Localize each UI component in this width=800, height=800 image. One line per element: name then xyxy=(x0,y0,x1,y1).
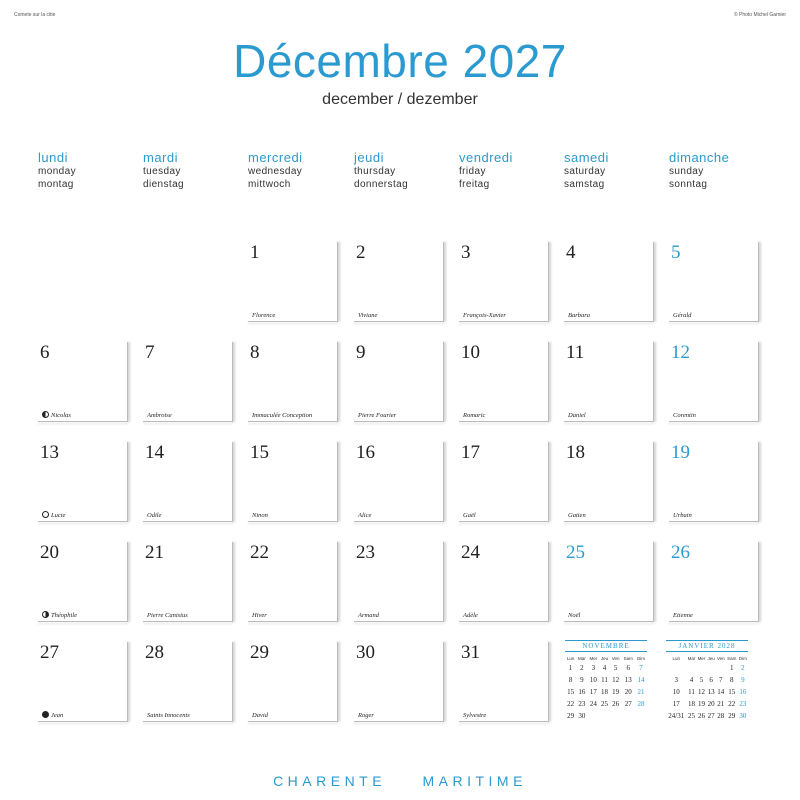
day-number: 10 xyxy=(461,342,480,363)
day-cell xyxy=(564,442,654,522)
mini-calendar-day: 19 xyxy=(697,700,705,708)
mini-calendar-weekday: Lun xyxy=(672,655,681,661)
saint-name xyxy=(358,512,371,519)
weekday-fr: mardi xyxy=(143,150,179,165)
mini-calendar-day: 2 xyxy=(580,664,584,672)
weekday-3 xyxy=(354,150,454,191)
weekday-en: wednesday xyxy=(248,166,303,177)
mini-calendar-weekday: Mer xyxy=(589,655,598,661)
saint-label: Romaric xyxy=(463,412,486,419)
saint-label: Gaël xyxy=(463,512,476,519)
day-number: 29 xyxy=(250,642,269,663)
mini-calendar-day: 30 xyxy=(578,712,586,720)
mini-calendar-day: 20 xyxy=(624,688,632,696)
weekday-de: montag xyxy=(38,179,74,190)
mini-calendar-day xyxy=(687,662,697,674)
mini-calendar-weekday: Ven xyxy=(611,655,620,661)
mini-calendar-day: 20 xyxy=(707,700,715,708)
saint-label: Florence xyxy=(252,312,276,319)
mini-calendar-day: 4 xyxy=(602,664,607,672)
saint-name xyxy=(252,412,312,419)
footer-word-1: CHARENTE xyxy=(273,773,387,789)
mini-calendar-day: 30 xyxy=(739,712,747,720)
saint-name xyxy=(673,612,693,619)
mini-calendar-day xyxy=(696,662,706,674)
weekday-de: donnerstag xyxy=(354,179,409,190)
day-number: 13 xyxy=(40,442,59,463)
day-number: 17 xyxy=(461,442,480,463)
day-number: 23 xyxy=(356,542,375,563)
footer-word-2: MARITIME xyxy=(422,773,527,789)
day-number: 19 xyxy=(671,442,690,463)
weekday-fr: lundi xyxy=(38,150,68,165)
mini-calendar-day: 1 xyxy=(729,664,734,672)
day-cell xyxy=(564,342,654,422)
mini-calendar-day: 2 xyxy=(741,664,745,672)
mini-calendar-day: 5 xyxy=(613,664,618,672)
saint-name xyxy=(147,612,188,619)
day-cell xyxy=(248,242,338,322)
saint-name xyxy=(358,712,374,719)
mini-calendar-day: 3 xyxy=(674,676,678,684)
saint-label: Nicolas xyxy=(51,411,71,419)
day-cell xyxy=(459,642,549,722)
moon-full-icon xyxy=(42,511,49,518)
weekday-0 xyxy=(38,150,138,191)
day-cell xyxy=(354,442,444,522)
mini-calendar xyxy=(565,640,647,722)
saint-name xyxy=(358,612,379,619)
mini-calendar-day xyxy=(610,710,622,722)
mini-calendar-weekday: Lun xyxy=(566,655,575,661)
day-cell xyxy=(459,542,549,622)
mini-calendar-day: 9 xyxy=(580,676,584,684)
mini-calendar-day: 15 xyxy=(728,688,736,696)
month-title: Décembre 2027 xyxy=(233,35,567,87)
day-number: 16 xyxy=(356,442,375,463)
day-cell xyxy=(143,642,233,722)
saint-name xyxy=(568,612,580,619)
weekday-fr: dimanche xyxy=(669,150,730,165)
mini-calendar-day: 11 xyxy=(601,676,608,684)
saint-name xyxy=(252,612,267,619)
weekday-de: freitag xyxy=(459,179,490,190)
weekday-6 xyxy=(669,150,769,191)
mini-calendar-day: 25 xyxy=(600,700,608,708)
weekday-de: samstag xyxy=(564,179,605,190)
day-cell xyxy=(248,642,338,722)
weekday-5 xyxy=(564,150,664,191)
mini-calendar-day: 29 xyxy=(728,712,736,720)
saint-label: Barbara xyxy=(568,312,591,319)
day-cell xyxy=(459,242,549,322)
saint-label: Gérald xyxy=(673,312,692,319)
mini-calendar xyxy=(666,640,748,722)
day-number: 6 xyxy=(40,342,50,363)
mini-calendar-day: 16 xyxy=(739,688,747,696)
mini-calendar-day: 3 xyxy=(591,664,596,672)
day-cell xyxy=(354,242,444,322)
mini-calendar-day: 9 xyxy=(741,676,745,684)
day-number: 8 xyxy=(250,342,260,363)
mini-calendar-day: 16 xyxy=(578,688,586,696)
day-cell xyxy=(38,342,128,422)
day-number: 2 xyxy=(356,242,366,263)
mini-calendar-day: 13 xyxy=(624,676,632,684)
day-number: 15 xyxy=(250,442,269,463)
saint-name xyxy=(463,412,485,419)
day-cell xyxy=(669,242,759,322)
mini-calendar-day: 18 xyxy=(687,700,695,708)
saint-name xyxy=(463,512,476,519)
saint-label: Théophile xyxy=(51,611,77,619)
saint-label: François-Xavier xyxy=(463,312,506,319)
mini-calendar-title: JANVIER 2028 xyxy=(666,640,748,652)
saint-label: Pierre Fourier xyxy=(358,412,397,419)
mini-calendar-weekday: Mer xyxy=(697,655,706,661)
weekday-en: friday xyxy=(459,166,486,177)
mini-calendar-day: 26 xyxy=(697,712,705,720)
saint-name xyxy=(358,412,396,419)
saint-label: Sylvestre xyxy=(463,712,487,719)
mini-calendar-day: 29 xyxy=(567,712,575,720)
day-number: 14 xyxy=(145,442,164,463)
saint-label: Roger xyxy=(358,712,374,719)
mini-calendar-day: 14 xyxy=(717,688,725,696)
mini-calendar-day xyxy=(706,662,715,674)
saint-name xyxy=(673,312,691,319)
day-number: 31 xyxy=(461,642,480,663)
day-number: 1 xyxy=(250,242,260,263)
day-cell xyxy=(38,642,128,722)
day-number: 26 xyxy=(671,542,690,563)
saint-label: Saints Innocents xyxy=(147,712,190,719)
saint-label: Urbain xyxy=(673,512,692,519)
moon-first-icon xyxy=(42,611,49,618)
weekday-de: mittwoch xyxy=(248,179,291,190)
weekday-en: thursday xyxy=(354,166,396,177)
saint-label: Lucie xyxy=(51,511,66,519)
footer-region xyxy=(0,773,800,789)
saint-name xyxy=(568,512,586,519)
mini-calendar-day: 27 xyxy=(707,712,715,720)
saint-label: Corentin xyxy=(673,412,696,419)
day-number: 11 xyxy=(566,342,585,363)
mini-calendar-day: 1 xyxy=(568,664,573,672)
weekday-en: tuesday xyxy=(143,166,181,177)
day-number: 20 xyxy=(40,542,59,563)
saint-name xyxy=(42,712,63,719)
day-cell xyxy=(38,442,128,522)
saint-label: Jean xyxy=(51,711,64,719)
moon-last-icon xyxy=(42,411,49,418)
mini-calendar-day xyxy=(666,662,687,674)
mini-calendar-day: 10 xyxy=(589,676,597,684)
saint-label: Viviane xyxy=(358,312,378,319)
mini-calendar-day: 22 xyxy=(728,700,736,708)
day-cell xyxy=(669,542,759,622)
day-cell xyxy=(354,342,444,422)
saint-label: Odile xyxy=(147,512,162,519)
mini-calendar-day: 18 xyxy=(600,688,608,696)
mini-calendar-day: 6 xyxy=(626,664,630,672)
mini-calendar-weekday: Jeu xyxy=(600,655,609,661)
day-number: 18 xyxy=(566,442,585,463)
day-cell xyxy=(248,342,338,422)
mini-calendar-day: 8 xyxy=(568,676,573,684)
day-number: 7 xyxy=(145,342,155,363)
saint-name xyxy=(147,712,190,719)
saint-name xyxy=(147,512,161,519)
day-cell xyxy=(143,442,233,522)
saint-name xyxy=(147,412,172,419)
day-cell xyxy=(459,442,549,522)
mini-calendar-day: 4 xyxy=(689,676,694,684)
saint-name xyxy=(252,512,268,519)
day-number: 12 xyxy=(671,342,690,363)
mini-calendar-weekday: Sam xyxy=(623,655,633,661)
saint-label: Pierre Canisius xyxy=(147,612,188,619)
day-number: 9 xyxy=(356,342,366,363)
day-number: 28 xyxy=(145,642,164,663)
saint-name xyxy=(673,512,692,519)
mini-calendar-day: 26 xyxy=(612,700,620,708)
day-cell xyxy=(459,342,549,422)
mini-calendar-weekday: Ven xyxy=(716,655,725,661)
mini-calendar-day: 23 xyxy=(578,700,586,708)
mini-calendar-day: 7 xyxy=(639,664,643,672)
mini-calendar-day: 21 xyxy=(637,688,645,696)
mini-calendar-day: 14 xyxy=(637,676,645,684)
weekday-2 xyxy=(248,150,348,191)
mini-calendar-day xyxy=(588,710,599,722)
day-cell xyxy=(564,242,654,322)
weekday-fr: jeudi xyxy=(354,150,384,165)
saint-name xyxy=(42,612,77,619)
saint-label: Noël xyxy=(568,612,581,619)
day-cell xyxy=(143,542,233,622)
saint-label: Etienne xyxy=(673,612,693,619)
mini-calendar-day: 7 xyxy=(719,676,723,684)
mini-calendar-day: 8 xyxy=(729,676,734,684)
weekday-en: monday xyxy=(38,166,76,177)
day-number: 30 xyxy=(356,642,375,663)
mini-calendar-day: 17 xyxy=(589,688,597,696)
weekday-de: sonntag xyxy=(669,179,708,190)
day-number: 24 xyxy=(461,542,480,563)
mini-calendar-day: 23 xyxy=(739,700,747,708)
mini-calendar-day xyxy=(716,662,726,674)
month-subtitle: december / dezember xyxy=(322,91,478,108)
saint-label: Ninon xyxy=(252,512,268,519)
mini-calendar-day: 24/31 xyxy=(668,712,685,720)
saint-name xyxy=(42,412,71,419)
mini-calendar-day: 28 xyxy=(637,700,645,708)
day-number: 25 xyxy=(566,542,585,563)
saint-name xyxy=(42,512,65,519)
day-number: 27 xyxy=(40,642,59,663)
mini-calendar-day: 10 xyxy=(672,688,680,696)
saint-label: Hiver xyxy=(252,612,267,619)
saint-label: Daniel xyxy=(568,412,586,419)
day-cell xyxy=(354,642,444,722)
saint-label: Adèle xyxy=(463,612,478,619)
saint-name xyxy=(463,612,478,619)
day-cell xyxy=(143,342,233,422)
saint-name xyxy=(463,312,506,319)
mini-calendar-day: 12 xyxy=(697,688,705,696)
weekday-de: dienstag xyxy=(143,179,185,190)
mini-calendar-weekday: Jeu xyxy=(707,655,715,661)
day-number: 21 xyxy=(145,542,164,563)
day-cell xyxy=(669,442,759,522)
day-cell xyxy=(669,342,759,422)
saint-label: Armand xyxy=(358,612,379,619)
saint-label: David xyxy=(252,712,268,719)
mini-calendar-day: 11 xyxy=(688,688,695,696)
saint-label: Alice xyxy=(358,512,372,519)
weekday-en: saturday xyxy=(564,166,606,177)
mini-calendar-day xyxy=(635,710,647,722)
saint-label: Gatien xyxy=(568,512,586,519)
photo-caption: Comete sur la citie xyxy=(14,12,56,18)
mini-calendar-weekday: Dim xyxy=(738,655,747,661)
weekday-en: sunday xyxy=(669,166,704,177)
mini-calendar-day: 5 xyxy=(699,676,704,684)
day-cell xyxy=(354,542,444,622)
mini-calendar-day: 19 xyxy=(612,688,620,696)
saint-name xyxy=(252,712,268,719)
mini-calendar-day: 21 xyxy=(717,700,725,708)
weekday-1 xyxy=(143,150,243,191)
mini-calendar-day xyxy=(621,710,635,722)
mini-calendar-day: 25 xyxy=(687,712,695,720)
saint-name xyxy=(358,312,377,319)
mini-calendar-weekday: Dim xyxy=(637,655,646,661)
weekday-4 xyxy=(459,150,559,191)
weekday-fr: samedi xyxy=(564,150,609,165)
mini-calendar-day: 28 xyxy=(717,712,725,720)
mini-calendar-day: 15 xyxy=(567,688,575,696)
saint-name xyxy=(673,412,696,419)
mini-calendar-day: 12 xyxy=(612,676,620,684)
mini-calendar-day xyxy=(599,710,610,722)
mini-calendar-weekday: Mar xyxy=(687,655,696,661)
mini-calendar-day: 13 xyxy=(707,688,715,696)
photo-credit: © Photo Michel Garnier xyxy=(733,12,786,18)
day-cell xyxy=(248,542,338,622)
saint-label: Ambroise xyxy=(147,412,172,419)
mini-calendar-day: 24 xyxy=(589,700,597,708)
moon-new-icon xyxy=(42,711,49,718)
day-number: 4 xyxy=(566,242,576,263)
saint-name xyxy=(463,712,486,719)
mini-calendar-day: 22 xyxy=(567,700,575,708)
mini-calendar-weekday: Mar xyxy=(578,655,586,661)
mini-calendar-title: NOVEMBRE xyxy=(565,640,647,652)
day-cell xyxy=(564,542,654,622)
mini-calendar-day: 27 xyxy=(624,700,632,708)
mini-calendar-day: 6 xyxy=(709,676,713,684)
day-cell xyxy=(248,442,338,522)
saint-name xyxy=(568,412,586,419)
day-number: 3 xyxy=(461,242,471,263)
day-number: 5 xyxy=(671,242,681,263)
day-number: 22 xyxy=(250,542,269,563)
saint-name xyxy=(252,312,275,319)
saint-name xyxy=(568,312,590,319)
saint-label: Immaculée Conception xyxy=(252,412,313,419)
mini-calendar-day: 17 xyxy=(672,700,680,708)
weekday-fr: mercredi xyxy=(248,150,303,165)
mini-calendar-weekday: Sam xyxy=(727,655,737,661)
weekday-fr: vendredi xyxy=(459,150,513,165)
day-cell xyxy=(38,542,128,622)
